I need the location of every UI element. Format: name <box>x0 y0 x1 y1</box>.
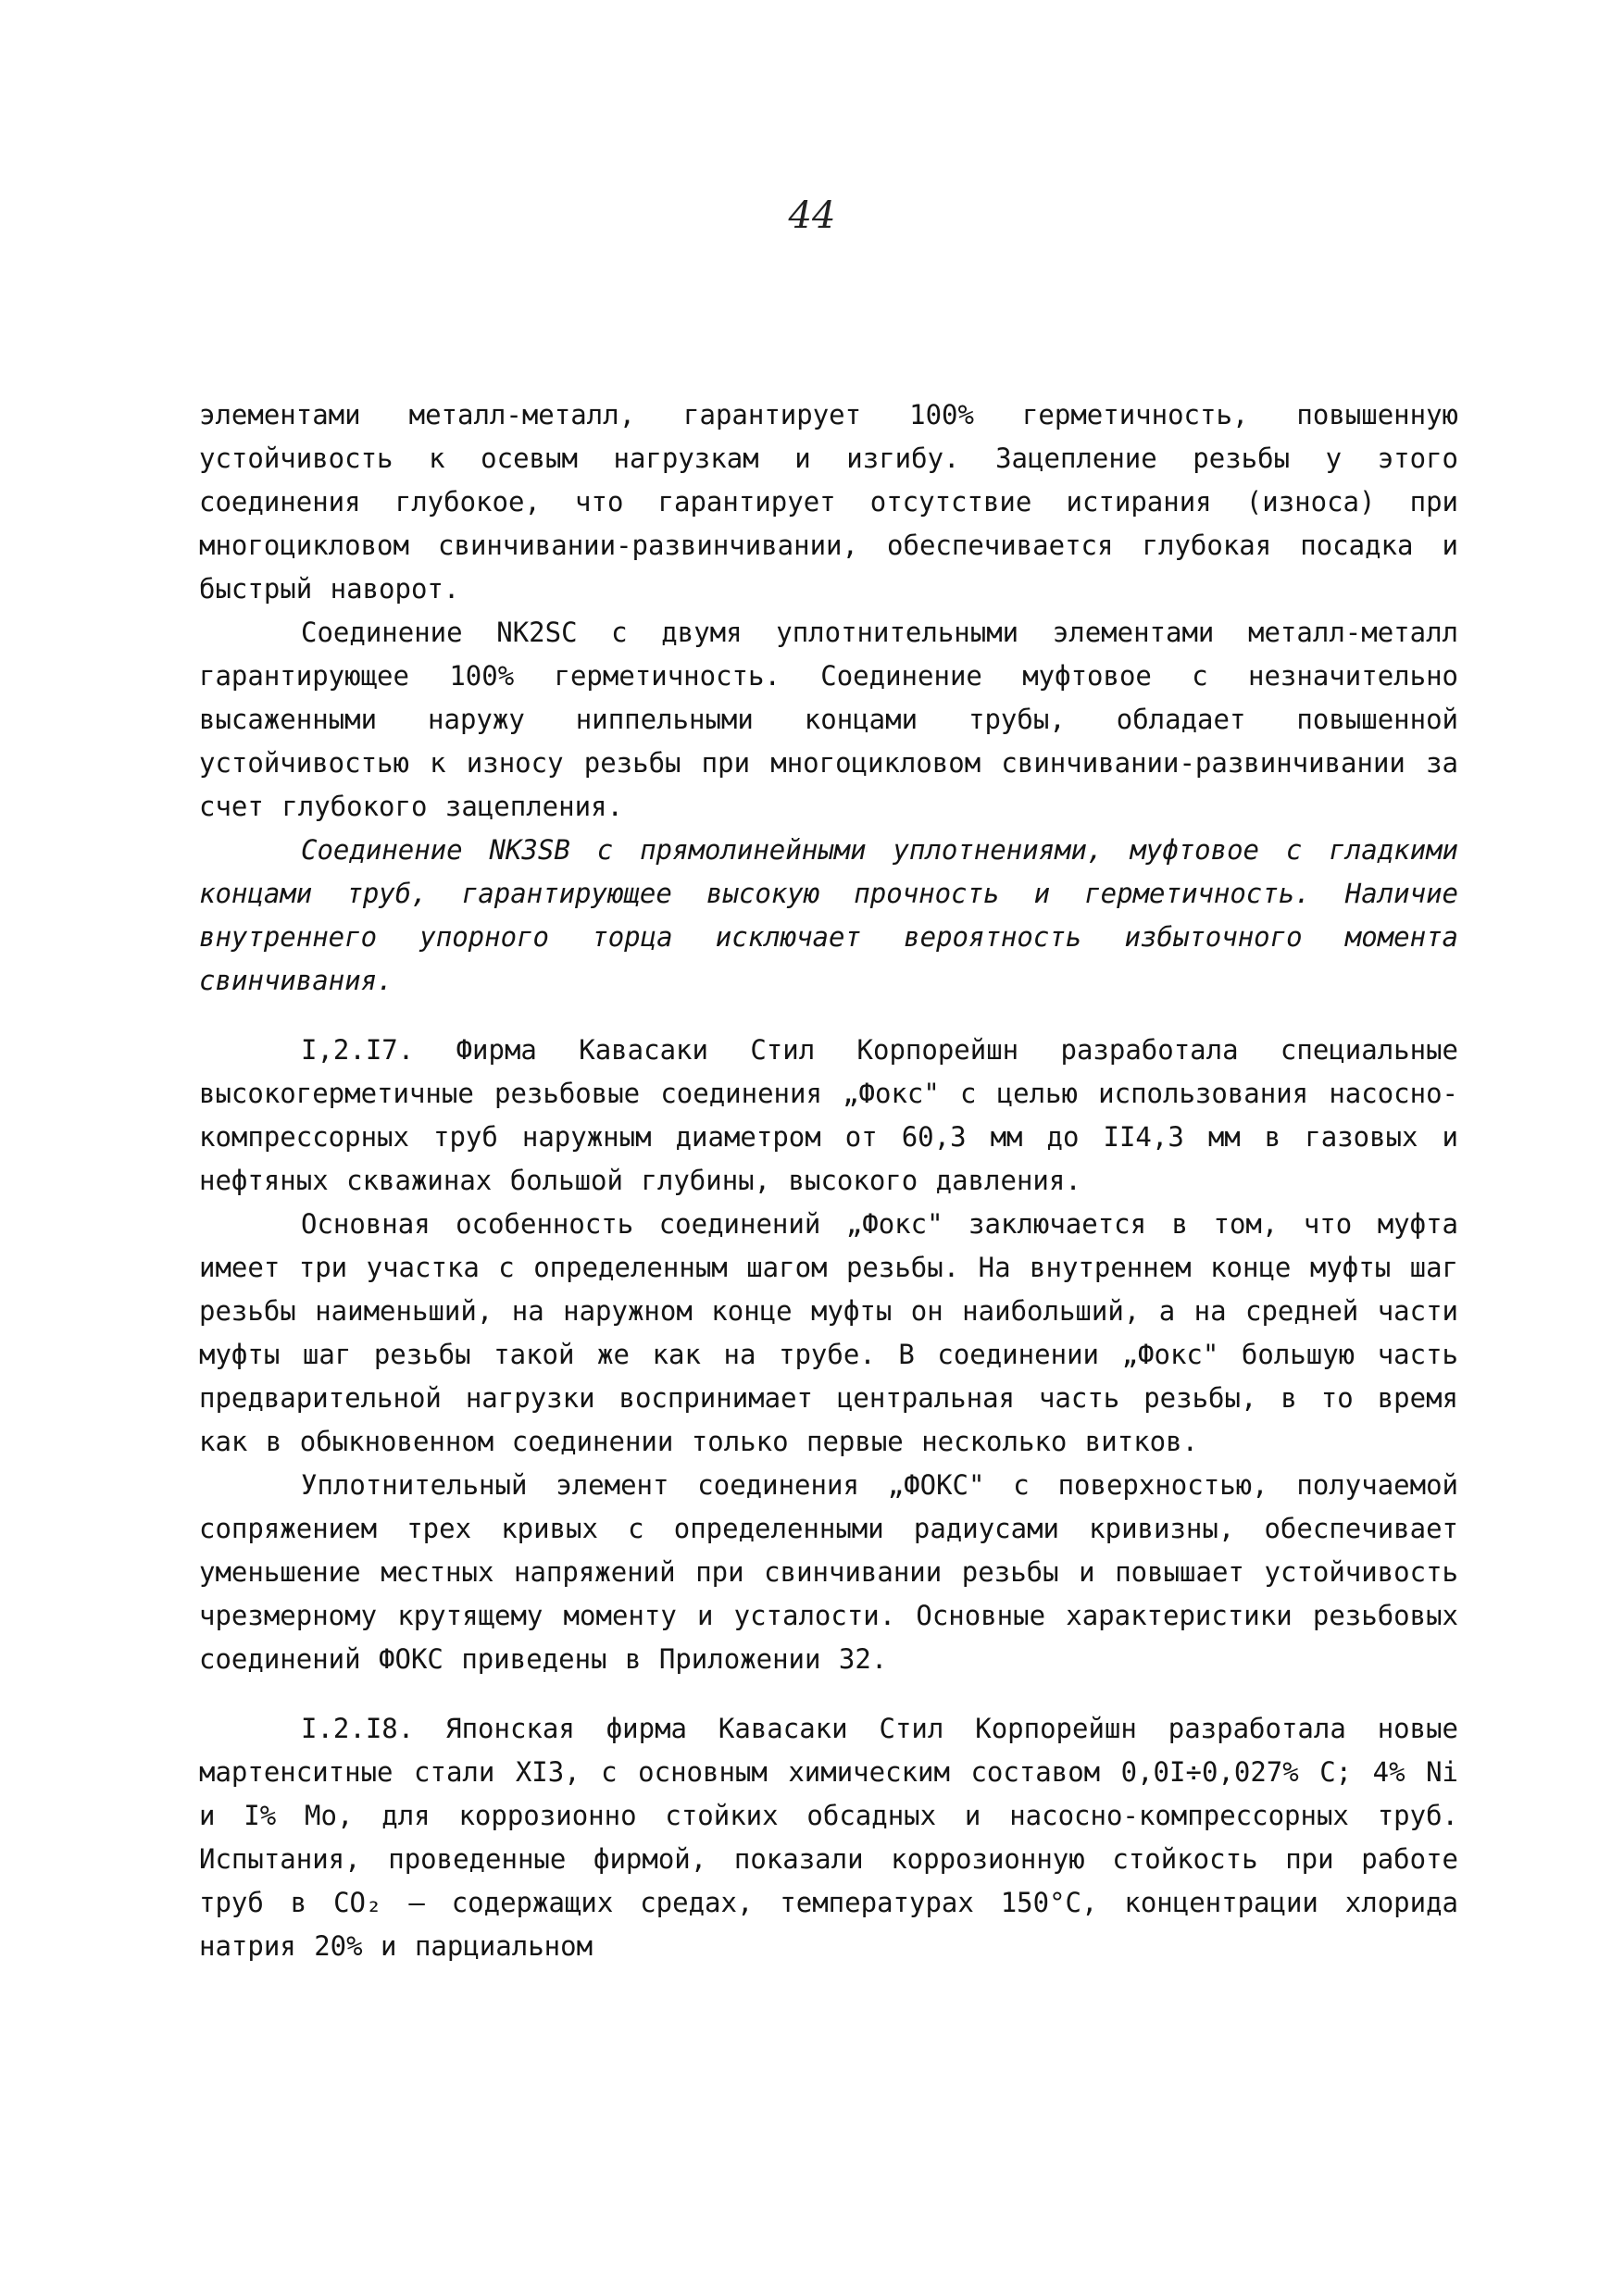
paragraph-fox-features: Основная особенность соединений „Фокс" заключается в том, что муфта имеет три участка с определенным шагом резьбы. На внутреннем конце муфты шаг резьбы наименьший, на наружном конце муфты он наибольший, а на средней части муфты шаг резьбы такой же как на трубе. В соединении „Фокс" большую часть предварительной нагрузки воспринимает центральная часть резьбы, в то время как в обыкновенном соединении только первые несколько витков. <box>199 1208 1458 1457</box>
paragraph-section-1-2-17: I,2.I7. Фирма Кавасаки Стил Корпорейшн разработала специальные высокогерметичные резьбовые соединения „Фокс" с целью использования насосно-компрессорных труб наружным диаметром от 60,3 мм до II4,3 мм в газовых и нефтяных скважинах большой глубины, высокого давления. <box>199 1034 1458 1196</box>
paragraph-nk3sb: Соединение NK3SB с прямолинейными уплотнениями, муфтовое с гладкими концами труб, гарантирующее высокую прочность и герметичность. Наличие внутреннего упорного торца исключает вероятность избыточного момента свинчивания. <box>199 834 1458 996</box>
paragraph-section-1-2-18: I.2.I8. Японская фирма Кавасаки Стил Корпорейшн разработала новые мартенситные стали XI3, с основным химическим составом 0,0I÷0,027% С; 4% Ni и I% Mo, для коррозионно стойких обсадных и насосно-компрессорных труб. Испытания, проведенные фирмой, показали коррозионную стойкость при работе труб в CO₂ – содержащих средах, температурах 150°С, концентрации хлорида натрия 20% и парциальном <box>199 1713 1458 1962</box>
paragraph-fox-seal: Уплотнительный элемент соединения „ФОКС" с поверхностью, получаемой сопряжением трех кривых с определенными радиусами кривизны, обеспечивает уменьшение местных напряжений при свинчивании резьбы и повышает устойчивость чрезмерному крутящему моменту и усталости. Основные характеристики резьбовых соединений ФОКС приведены в Приложении 32. <box>199 1469 1458 1675</box>
paragraph-nk2sc: Соединение NK2SC с двумя уплотнительными элементами металл-металл гарантирующее 100% герметичность. Соединение муфтовое с незначительно высаженными наружу ниппельными концами трубы, обладает повышенной устойчивостью к износу резьбы при многоцикловом свинчивании-развинчивании за счет глубокого зацепления. <box>199 617 1458 822</box>
paragraph-continuation: элементами металл-металл, гарантирует 100% герметичность, повышенную устойчивость к осевым нагрузкам и изгибу. Зацепление резьбы у этого соединения глубокое, что гарантирует отсутствие истирания (износа) при многоцикловом свинчивании-развинчивании, обеспечивается глубокая посадка и быстрый наворот. <box>199 399 1458 605</box>
body-text <box>199 393 1458 1968</box>
page-number: 44 <box>788 194 836 237</box>
